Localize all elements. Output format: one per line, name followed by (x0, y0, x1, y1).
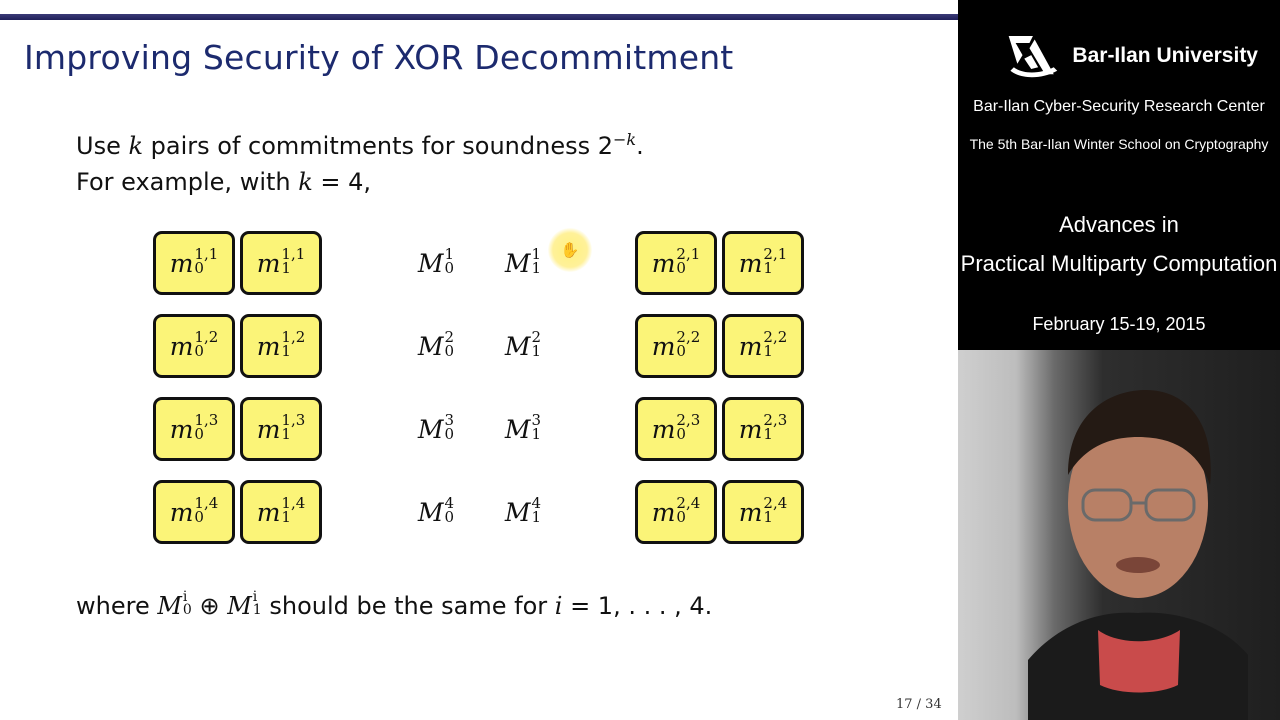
page-number: 17 / 34 (896, 697, 942, 712)
research-center: Bar-Ilan Cyber-Security Research Center (973, 98, 1265, 115)
intro-line-1: Use k pairs of commitments for soundness $2^{-k}$. (76, 130, 644, 160)
combined-value-1-1: M 1 1 (504, 245, 542, 278)
combined-value-2-1: M 2 1 (504, 328, 542, 361)
winter-school: The 5th Bar-Ilan Winter School on Cryptography (969, 136, 1269, 152)
commitment-cell-1-4-1: m 1,4 1 (240, 480, 322, 544)
commitment-cell-2-2-1: m 2,2 1 (722, 314, 804, 378)
commitment-cell-1-3-1: m 1,3 1 (240, 397, 322, 461)
combined-value-3-1: M 3 1 (504, 411, 542, 444)
university-name: Bar-Ilan University (1072, 44, 1258, 67)
commitment-cell-1-1-0: m 1,1 0 (153, 231, 235, 295)
speaker-video (958, 350, 1280, 720)
combined-value-4-1: M 4 1 (504, 494, 542, 527)
intro-line-2: For example, with k = 4, (76, 168, 372, 196)
commitment-cell-1-3-0: m 1,3 0 (153, 397, 235, 461)
combined-value-2-0: M 2 0 (417, 328, 455, 361)
event-title-line-1: Advances in (1059, 212, 1179, 237)
commitment-cell-2-3-1: m 2,3 1 (722, 397, 804, 461)
hand-cursor-icon: ✋ (548, 228, 592, 272)
conference-sidebar (958, 0, 1280, 350)
commitment-cell-2-2-0: m 2,2 0 (635, 314, 717, 378)
slide-title: Improving Security of XOR Decommitment (24, 38, 734, 77)
combined-value-4-0: M 4 0 (417, 494, 455, 527)
commitment-cell-1-1-1: m 1,1 1 (240, 231, 322, 295)
bottom-condition: where M i 0 ⊕ M i 1 should be the same for i = 1, . . . , 4. (76, 589, 713, 620)
commitment-cell-1-2-0: m 1,2 0 (153, 314, 235, 378)
university-logo (1000, 20, 1258, 92)
commitment-cell-2-4-0: m 2,4 0 (635, 480, 717, 544)
speaker-figure (1028, 385, 1248, 720)
commitment-cell-2-4-1: m 2,4 1 (722, 480, 804, 544)
combined-value-3-0: M 3 0 (417, 411, 455, 444)
commitment-cell-1-4-0: m 1,4 0 (153, 480, 235, 544)
commitment-cell-2-1-1: m 2,1 1 (722, 231, 804, 295)
bar-ilan-logo-icon (1000, 25, 1062, 87)
commitment-cell-2-1-0: m 2,1 0 (635, 231, 717, 295)
combined-value-1-0: M 1 0 (417, 245, 455, 278)
commitment-cell-2-3-0: m 2,3 0 (635, 397, 717, 461)
commitment-cell-1-2-1: m 1,2 1 (240, 314, 322, 378)
title-bar-line (0, 14, 958, 20)
event-dates: February 15-19, 2015 (1032, 314, 1206, 334)
event-title-line-2: Practical Multiparty Computation (960, 251, 1278, 276)
